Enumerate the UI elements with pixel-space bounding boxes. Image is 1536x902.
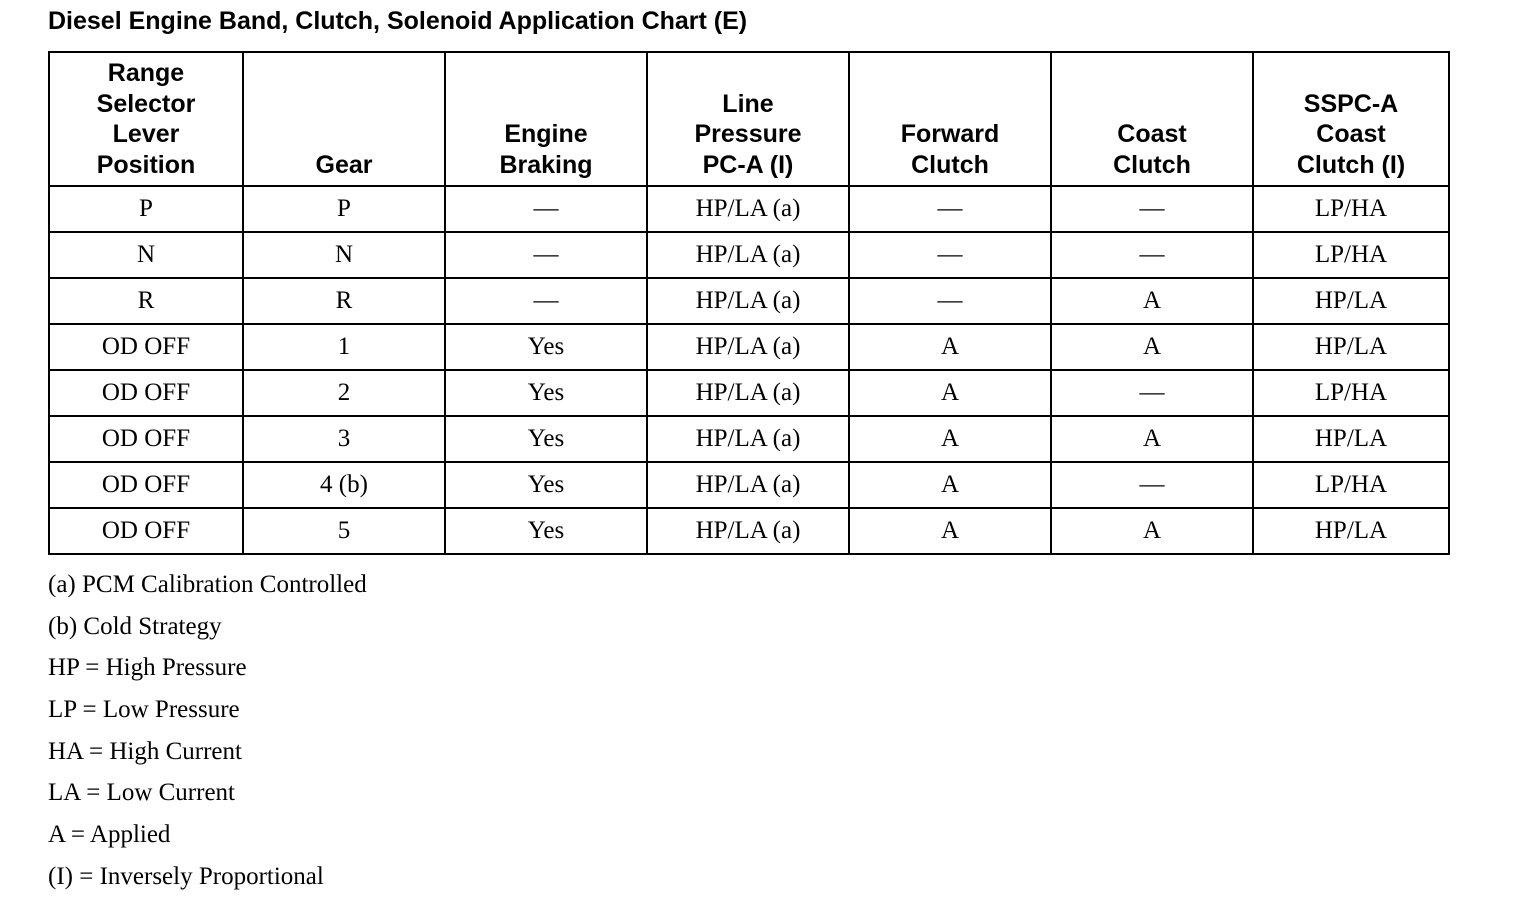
column-header-line-pressure (647, 52, 849, 186)
table-cell: Yes (445, 324, 647, 370)
table-cell: A (1051, 416, 1253, 462)
table-cell: HP/LA (a) (647, 186, 849, 232)
column-header-range-selector-lever-position (49, 52, 243, 186)
table-cell: A (1051, 508, 1253, 554)
header-line: Forward (900, 120, 1000, 148)
legend-note: (b) Cold Strategy (48, 612, 222, 640)
table-cell: R (49, 278, 243, 324)
table-cell: — (445, 186, 647, 232)
column-header-engine-braking (445, 52, 647, 186)
table-cell: 3 (243, 416, 445, 462)
column-header-coast-clutch (1051, 52, 1253, 186)
table-cell: HP/LA (a) (647, 370, 849, 416)
column-header-forward-clutch (849, 52, 1051, 186)
page-title: Diesel Engine Band, Clutch, Solenoid Application Chart (E) (48, 7, 748, 35)
table-cell: Yes (445, 508, 647, 554)
table-cell: Yes (445, 462, 647, 508)
table-cell: 2 (243, 370, 445, 416)
legend-note: A = Applied (48, 821, 171, 849)
table-cell: OD OFF (49, 324, 243, 370)
table-cell: HP/LA (1253, 416, 1449, 462)
legend-note: (a) PCM Calibration Controlled (48, 571, 367, 598)
legend-note: LP = Low Pressure (48, 696, 240, 724)
header-line: Clutch (1113, 150, 1191, 179)
header-line: Selector (96, 89, 196, 118)
table-cell: R (243, 278, 445, 324)
header-line: Lever (112, 120, 180, 148)
table-cell: 4 (b) (243, 462, 445, 508)
table-cell: — (1051, 462, 1253, 508)
header-line: Coast (1316, 120, 1386, 148)
table-cell: A (1051, 324, 1253, 370)
header-line: Line (722, 89, 774, 118)
legend-notes (48, 564, 367, 898)
header-line: PC-A (I) (702, 150, 794, 179)
table-cell: OD OFF (49, 416, 243, 462)
table-cell: N (49, 232, 243, 278)
header-line: SSPC-A (1303, 89, 1399, 118)
table-cell: LP/HA (1253, 370, 1449, 416)
table-cell: Yes (445, 416, 647, 462)
table-row (49, 370, 1449, 416)
table-cell: 5 (243, 508, 445, 554)
table-cell: OD OFF (49, 462, 243, 508)
column-header-gear (243, 52, 445, 186)
table-cell: HP/LA (a) (647, 416, 849, 462)
table-cell: N (243, 232, 445, 278)
header-line: Coast (1117, 120, 1187, 148)
header-row (49, 52, 1449, 186)
header-line: Braking (499, 150, 593, 179)
header-line: Engine (504, 120, 588, 148)
table-row (49, 462, 1449, 508)
table-cell: A (1051, 278, 1253, 324)
table-cell: — (1051, 232, 1253, 278)
table-cell: A (849, 416, 1051, 462)
table-row (49, 278, 1449, 324)
legend-note: HP = High Pressure (48, 654, 247, 682)
table-cell: LP/HA (1253, 186, 1449, 232)
table-cell: LP/HA (1253, 232, 1449, 278)
table-row (49, 186, 1449, 232)
table-row (49, 416, 1449, 462)
table-cell: HP/LA (a) (647, 462, 849, 508)
table-cell: HP/LA (1253, 278, 1449, 324)
table-cell: — (849, 278, 1051, 324)
table-cell: — (849, 186, 1051, 232)
table-cell: — (1051, 370, 1253, 416)
legend-note: (I) = Inversely Proportional (48, 862, 324, 890)
legend-note: HA = High Current (48, 737, 242, 765)
table-cell: HP/LA (a) (647, 278, 849, 324)
table-cell: — (849, 232, 1051, 278)
table-row (49, 232, 1449, 278)
table-cell: P (49, 186, 243, 232)
table-cell: Yes (445, 370, 647, 416)
table-cell: — (1051, 186, 1253, 232)
header-line: Position (96, 150, 196, 179)
header-line: Clutch (I) (1296, 150, 1406, 179)
legend-note: LA = Low Current (48, 779, 235, 807)
table-row (49, 508, 1449, 554)
table-cell: HP/LA (1253, 324, 1449, 370)
table-cell: 1 (243, 324, 445, 370)
table-cell: HP/LA (a) (647, 324, 849, 370)
application-chart-table (48, 51, 1450, 555)
table-cell: HP/LA (1253, 508, 1449, 554)
header-line: Range (107, 59, 185, 87)
header-line: Gear (315, 150, 373, 179)
table-row (49, 324, 1449, 370)
table-cell: HP/LA (a) (647, 508, 849, 554)
table-cell: OD OFF (49, 508, 243, 554)
header-line: Pressure (694, 120, 802, 148)
table-cell: P (243, 186, 445, 232)
table-cell: LP/HA (1253, 462, 1449, 508)
table-cell: A (849, 508, 1051, 554)
table-cell: A (849, 324, 1051, 370)
table-cell: A (849, 462, 1051, 508)
table-cell: A (849, 370, 1051, 416)
column-header-sspc-a-coast-clutch (1253, 52, 1449, 186)
table-cell: — (445, 232, 647, 278)
table-cell: — (445, 278, 647, 324)
table-cell: HP/LA (a) (647, 232, 849, 278)
header-line: Clutch (911, 150, 989, 179)
table-cell: OD OFF (49, 370, 243, 416)
